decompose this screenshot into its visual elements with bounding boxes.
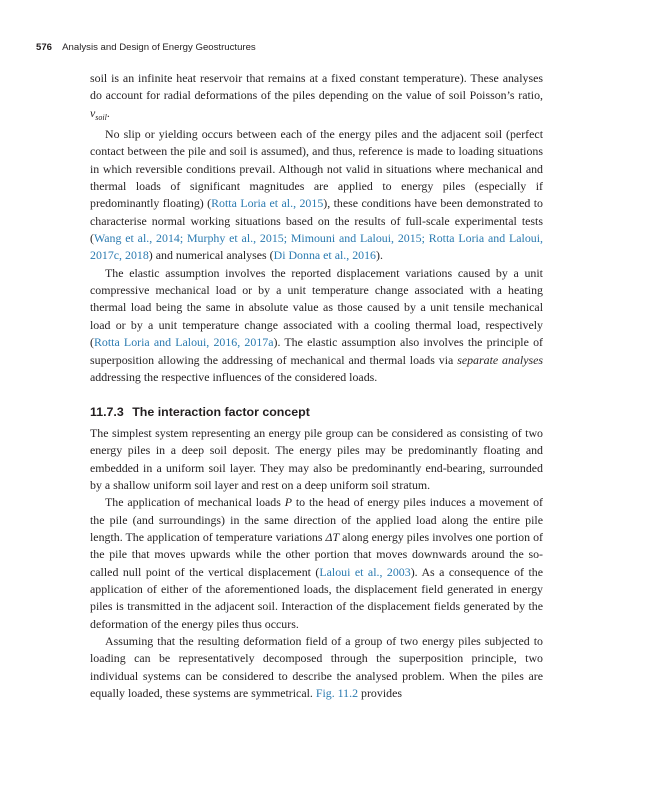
paragraph-soil-reservoir <box>90 70 543 126</box>
body-text-lower <box>90 425 543 703</box>
paragraph-mechanical-loads <box>90 494 543 633</box>
load-symbol: P <box>284 495 292 510</box>
figure-reference-link[interactable]: Fig. 11.2 <box>315 686 359 701</box>
paragraph-text: along energy piles involves one portion of the pile that moves upwards while the other portion that moves downwards around the so-called null point of the vertical displacement ( <box>90 530 543 579</box>
paragraph-text: soil is an infinite heat reservoir that remains at a fixed constant temperature). These analyses do account for radial deformations of the piles depending on the value of soil Poisson’s ratio, <box>90 71 543 103</box>
body-text-upper <box>90 70 543 386</box>
citation-link[interactable]: Laloui et al., 2003 <box>319 564 411 579</box>
book-title: Analysis and Design of Energy Geostructures <box>62 42 256 53</box>
citation-link[interactable]: Rotta Loria and Laloui, 2016, 2017a <box>93 335 274 350</box>
section-title: The interaction factor concept <box>132 405 310 419</box>
paragraph-elastic-assumption <box>90 265 543 386</box>
emphasized-text: separate analyses <box>457 352 543 367</box>
paragraph-text: The elastic assumption involves the reported displacement variations caused by a unit compressive mechanical load or by a unit temperature change associated with a heating thermal load being the same in absolute value as those caused by a unit tensile mechanical load or by a unit temperature change associated with a cooling thermal load, respectively ( <box>90 265 543 350</box>
nu-subscript: soil <box>95 112 107 122</box>
paragraph-text: ) and numerical analyses ( <box>148 248 274 263</box>
paragraph-text: Assuming that the resulting deformation field of a group of two energy piles subjected to loading can be representatively decomposed through the superposition principle, two individual systems can be considered to describe the analysed problem. When the piles are equally loaded, these systems are symmetrical. <box>90 634 543 701</box>
paragraph-text: The application of mechanical loads <box>105 495 285 510</box>
paragraph-text: . <box>106 105 110 120</box>
paragraph-text: provides <box>358 686 402 701</box>
paragraph-simplest-system <box>90 425 543 494</box>
delta-t-symbol: ΔT <box>325 530 340 545</box>
paragraph-text: No slip or yielding occurs between each of the energy piles and the adjacent soil (perfect contact between the pile and soil is assumed), and thus, reference is made to loading situations in which reversible conditions prevail. Although not valid in situations where mechanical and thermal loads of significant magnitudes are applied to energy piles (especially if predominantly floating) ( <box>90 127 543 211</box>
paragraph-superposition <box>90 633 543 702</box>
citation-link[interactable]: Wang et al., 2014; Murphy et al., 2015; Mimouni and Laloui, 2015; Rotta Loria and Laloui, 2017c, 2018 <box>90 231 543 263</box>
paragraph-text: The simplest system representing an energy pile group can be considered as consisting of two energy piles in a deep soil deposit. The energy piles may be predominantly floating and embedded in a uniform soil layer. They may also be predominantly end-bearing, surrounded by a shallow uniform soil layer and rest on a deep uniform soil stratum. <box>90 426 543 493</box>
paragraph-text: to the head of energy piles induces a movement of the pile (and surroundings) in the same direction of the applied load along the entire pile length. The application of temperature variations <box>90 495 543 545</box>
citation-link[interactable]: Rotta Loria et al., 2015 <box>211 196 324 211</box>
running-header <box>36 42 256 53</box>
citation-link[interactable]: Di Donna et al., 2016 <box>273 248 376 263</box>
nu-symbol: ν <box>90 105 96 120</box>
paragraph-text: addressing the respective influences of the considered loads. <box>90 369 378 384</box>
paragraph-text: ), these conditions have been demonstrated to characterise normal working situations based on the results of full-scale experimental tests ( <box>90 196 543 246</box>
paragraph-no-slip <box>90 126 543 265</box>
section-number: 11.7.3 <box>90 405 124 419</box>
paragraph-text: ). <box>375 248 383 263</box>
paragraph-text: ). The elastic assumption also involves the principle of superposition allowing the addressing of mechanical and thermal loads via <box>90 335 543 367</box>
section-heading <box>90 405 310 419</box>
paragraph-text: ). As a consequence of the application of either of the aforementioned loads, the displacement field generated in energy piles is transmitted in the adjacent soil. Interaction of the displacement fields generated by the deformation of the energy piles thus occurs. <box>90 564 543 631</box>
page-number: 576 <box>36 42 53 53</box>
